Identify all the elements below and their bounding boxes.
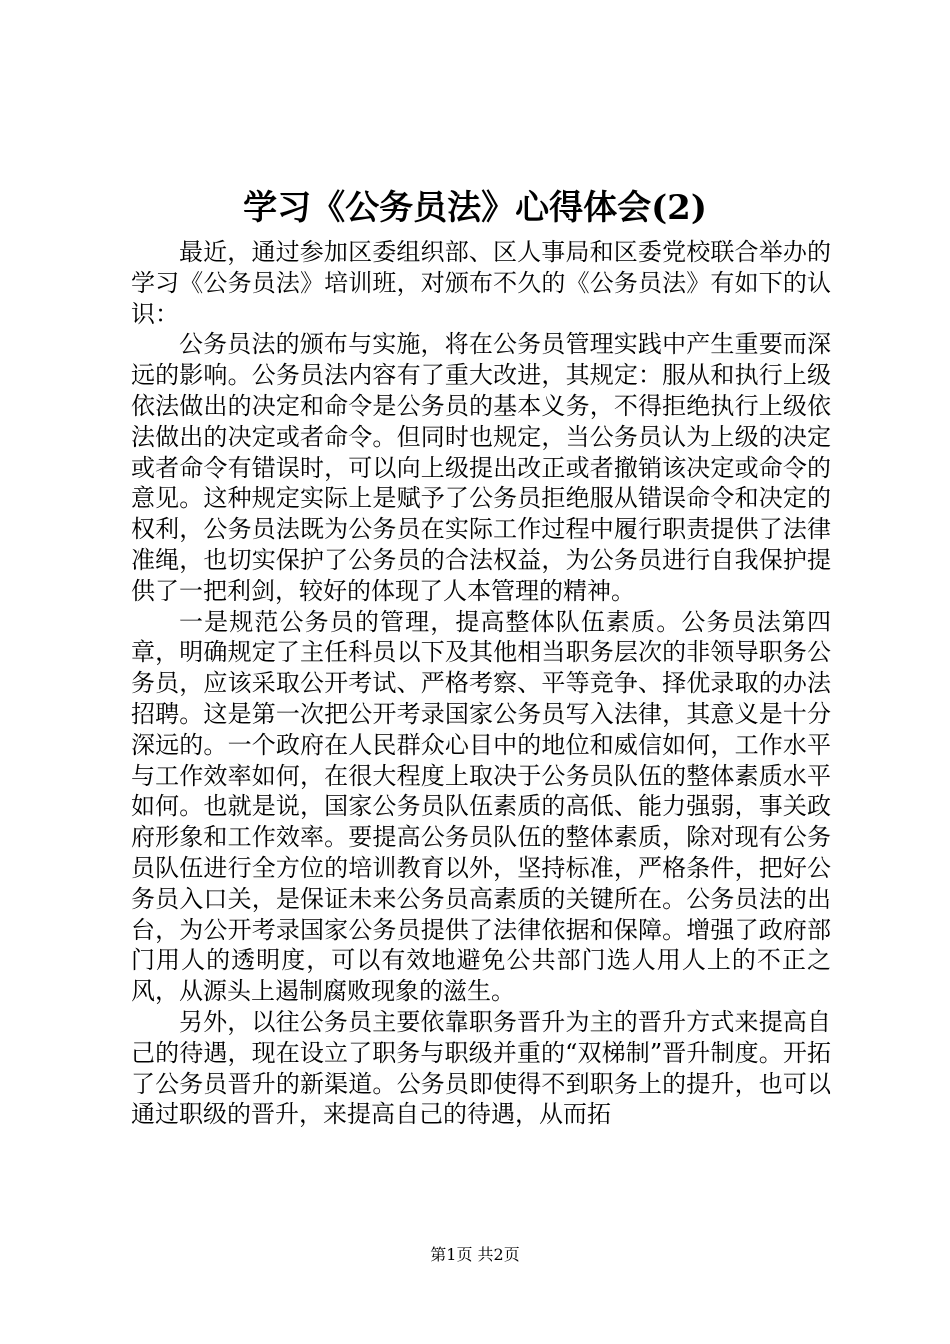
paragraph-intro: 最近，通过参加区委组织部、区人事局和区委党校联合举办的学习《公务员法》培训班，对颁布不久的《公务员法》有如下的认识： [131, 238, 831, 328]
document-body [131, 237, 831, 1130]
document-title: 学习《公务员法》心得体会(2) [243, 188, 707, 228]
page-footer: 第1页 共2页 [430, 1245, 520, 1264]
paragraph-significance: 公务员法的颁布与实施，将在公务员管理实践中产生重要而深远的影响。公务员法内容有了重大改进，其规定：服从和执行上级依法做出的决定和命令是公务员的基本义务，不得拒绝执行上级依法做出的决定或者命令。但同时也规定，当公务员认为上级的决定或者命令有错误时，可以向上级提出改正或者撤销该决定或命令的意见。这种规定实际上是赋予了公务员拒绝服从错误命令和决定的权利，公务员法既为公务员在实际工作过程中履行职责提供了法律准绳，也切实保护了公务员的合法权益，为公务员进行自我保护提供了一把利剑，较好的体现了人本管理的精神。 [131, 330, 831, 605]
paragraph-point-one: 一是规范公务员的管理，提高整体队伍素质。公务员法第四章，明确规定了主任科员以下及其他相当职务层次的非领导职务公务员，应该采取公开考试、严格考察、平等竞争、择优录取的办法招聘。这是第一次把公开考录国家公务员写入法律，其意义是十分深远的。一个政府在人民群众心目中的地位和威信如何，工作水平与工作效率如何，在很大程度上取决于公务员队伍的整体素质水平如何。也就是说，国家公务员队伍素质的高低、能力强弱，事关政府形象和工作效率。要提高公务员队伍的整体素质，除对现有公务员队伍进行全方位的培训教育以外，坚持标准，严格条件，把好公务员入口关，是保证未来公务员高素质的关键所在。公务员法的出台，为公开考录国家公务员提供了法律依据和保障。增强了政府部门用人的透明度，可以有效地避免公共部门选人用人上的不正之风，从源头上遏制腐败现象的滋生。 [131, 607, 831, 1006]
paragraph-promotion: 另外，以往公务员主要依靠职务晋升为主的晋升方式来提高自己的待遇，现在设立了职务与职级并重的“双梯制”晋升制度。开拓了公务员晋升的新渠道。公务员即使得不到职务上的提升，也可以通过职级的晋升，来提高自己的待遇，从而拓 [131, 1007, 831, 1129]
